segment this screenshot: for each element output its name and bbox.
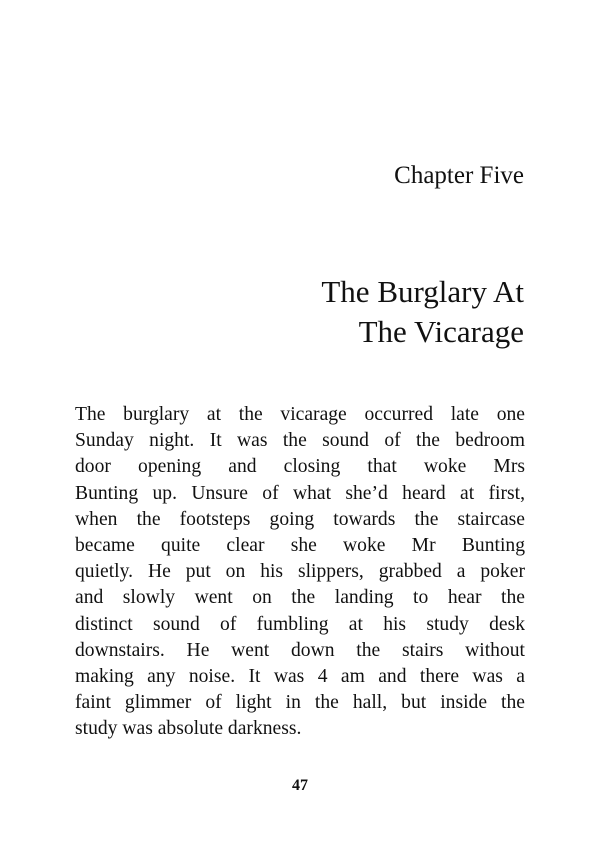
page-number: 47 [292,777,308,794]
text-line: study was absolute darkness. [75,718,302,740]
body-paragraph [75,402,525,743]
text-line: distinct sound of fumbling at his study desk [75,613,525,635]
text-line: and slowly went on the landing to hear the [75,587,525,609]
text-line: making any noise. It was 4 am and there was a [75,666,525,688]
chapter-label: Chapter Five [394,162,524,189]
text-line: quietly. He put on his slippers, grabbed a poker [75,561,525,583]
text-line: faint glimmer of light in the hall, but inside the [75,692,525,714]
chapter-title [124,272,524,352]
text-line: door opening and closing that woke Mrs [75,456,525,478]
text-line: downstairs. He went down the stairs without [75,639,525,661]
chapter-title-line: The Vicarage [358,314,524,349]
text-line: Sunday night. It was the sound of the bedroom [75,430,525,452]
chapter-title-line: The Burglary At [321,274,524,309]
text-line: The burglary at the vicarage occurred late one [75,404,525,425]
text-line: became quite clear she woke Mr Bunting [75,535,525,557]
text-line: when the footsteps going towards the staircase [75,508,525,530]
text-line: Bunting up. Unsure of what she’d heard at first, [75,482,525,504]
